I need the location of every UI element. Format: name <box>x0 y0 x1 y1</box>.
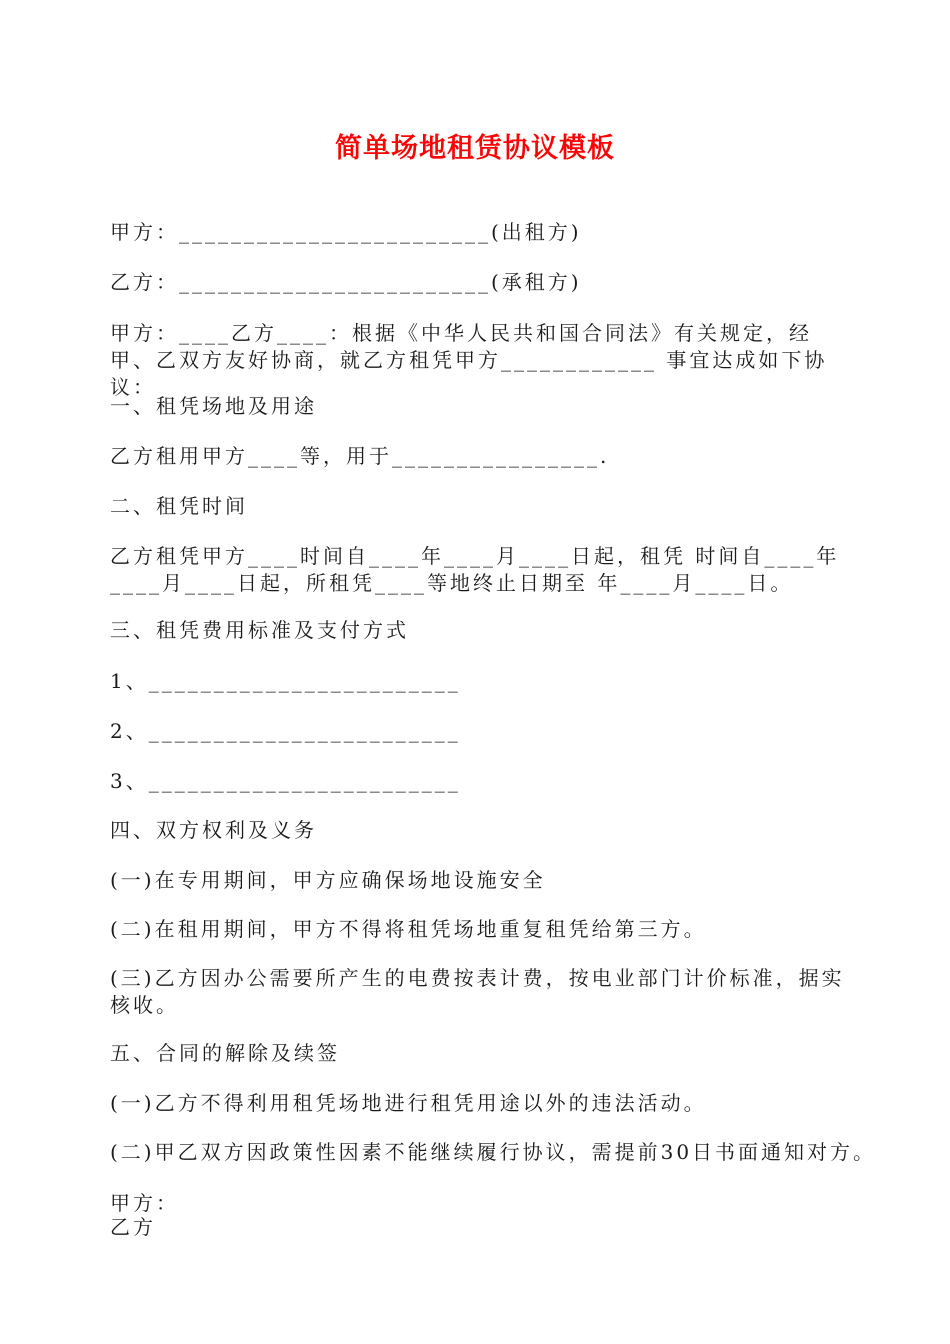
payment-item: 3、________________________ <box>110 769 461 793</box>
party-b-line: 乙方：________________________(承租方) <box>110 270 582 294</box>
party-a-line: 甲方：________________________(出租方) <box>110 220 582 244</box>
signature-party-a: 甲方： <box>110 1191 179 1215</box>
section-heading-time: 二、租凭时间 <box>110 494 248 518</box>
termination-item: (二)甲乙双方因政策性因素不能继续履行协议，需提前30日书面通知对方。 <box>110 1140 877 1164</box>
section-heading-termination: 五、合同的解除及续签 <box>110 1041 340 1065</box>
rights-item: (二)在租用期间，甲方不得将租凭场地重复租凭给第三方。 <box>110 917 707 941</box>
rights-item: (一)在专用期间，甲方应确保场地设施安全 <box>110 868 546 892</box>
document-title: 简单场地租赁协议模板 <box>335 133 615 164</box>
payment-item: 1、________________________ <box>110 669 461 693</box>
rights-item: (三)乙方因办公需要所产生的电费按表计费，按电业部门计价标准，据实核收。 <box>110 966 845 1017</box>
termination-item: (一)乙方不得利用租凭场地进行租凭用途以外的违法活动。 <box>110 1091 707 1115</box>
signature-party-b: 乙方 <box>110 1215 156 1239</box>
time-clause: 乙方租凭甲方____时间自____年____月____日起，租凭 时间自____年____月____日起，所租凭____等地终止日期至 年____月____日。 <box>110 544 840 595</box>
section-heading-payment: 三、租凭费用标准及支付方式 <box>110 618 409 642</box>
intro-paragraph: 甲方：____乙方____：根据《中华人民共和国合同法》有关规定，经甲、乙双方友好协商，就乙方租凭甲方____________ 事宜达成如下协议： <box>110 321 828 399</box>
section-heading-rights: 四、双方权利及义务 <box>110 818 317 842</box>
section-heading-usage: 一、租凭场地及用途 <box>110 394 317 418</box>
payment-item: 2、________________________ <box>110 719 461 743</box>
usage-clause: 乙方租用甲方____等，用于________________. <box>110 444 610 468</box>
